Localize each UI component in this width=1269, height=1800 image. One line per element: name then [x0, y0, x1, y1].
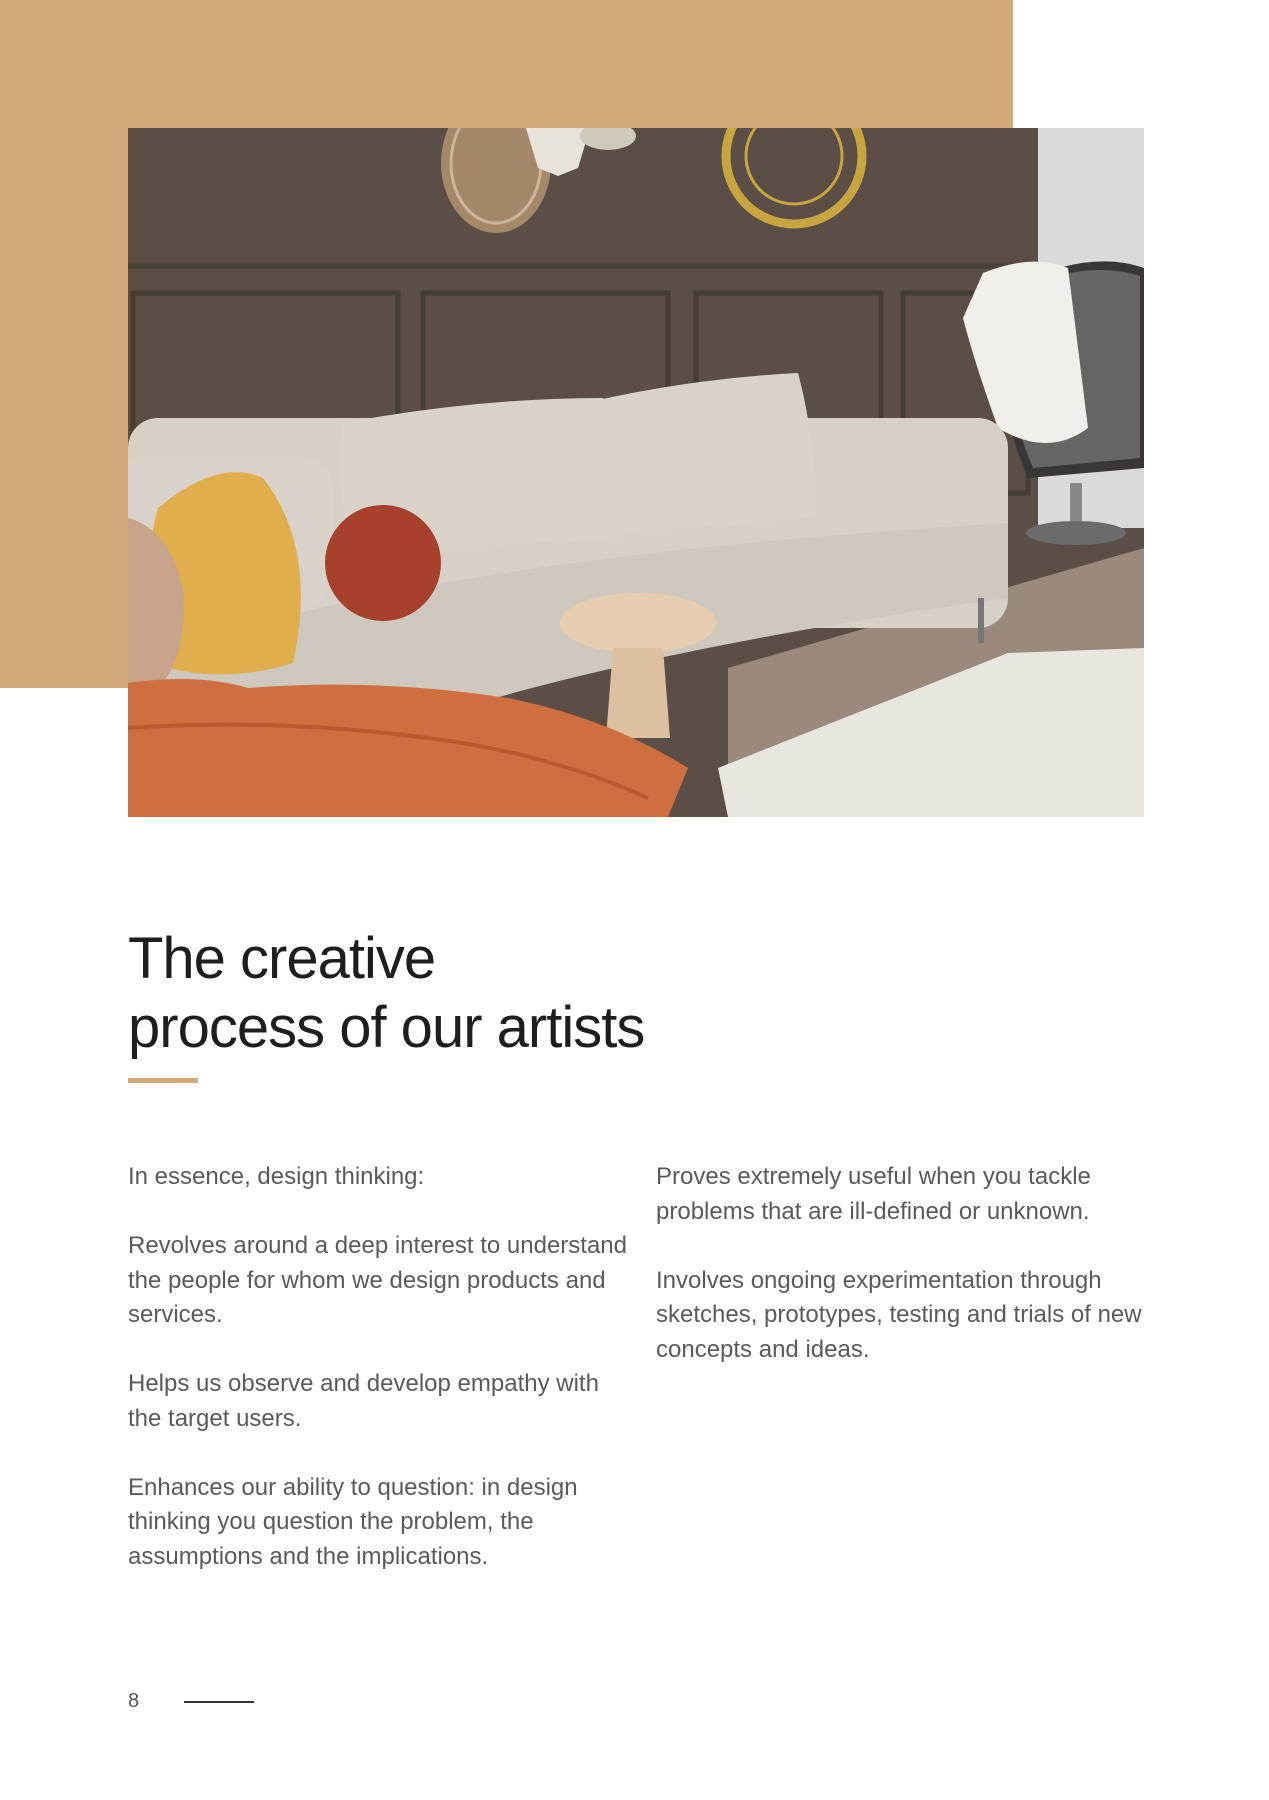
- paragraph: Enhances our ability to question: in design thinking you question the problem, the assumptions and the implications.: [128, 1473, 578, 1570]
- page-title-line-1: The creative: [128, 926, 436, 991]
- page-number: 8: [128, 1690, 140, 1712]
- page-title: [128, 924, 644, 1062]
- left-text-column: [128, 1160, 628, 1609]
- living-room-photo: [128, 128, 1144, 817]
- title-underline: [128, 1078, 198, 1083]
- paragraph: Involves ongoing experimentation through sketches, prototypes, testing and trials of new concepts and ideas.: [656, 1266, 1142, 1363]
- right-text-column: [656, 1160, 1156, 1402]
- paragraph: Proves extremely useful when you tackle problems that are ill-defined or unknown.: [656, 1163, 1091, 1225]
- footer-divider: [184, 1701, 254, 1703]
- paragraph: Helps us observe and develop empathy with the target users.: [128, 1370, 599, 1432]
- paragraph: In essence, design thinking:: [128, 1163, 425, 1190]
- paragraph: Revolves around a deep interest to understand the people for whom we design products and services.: [128, 1232, 627, 1328]
- page-title-line-2: process of our artists: [128, 995, 645, 1060]
